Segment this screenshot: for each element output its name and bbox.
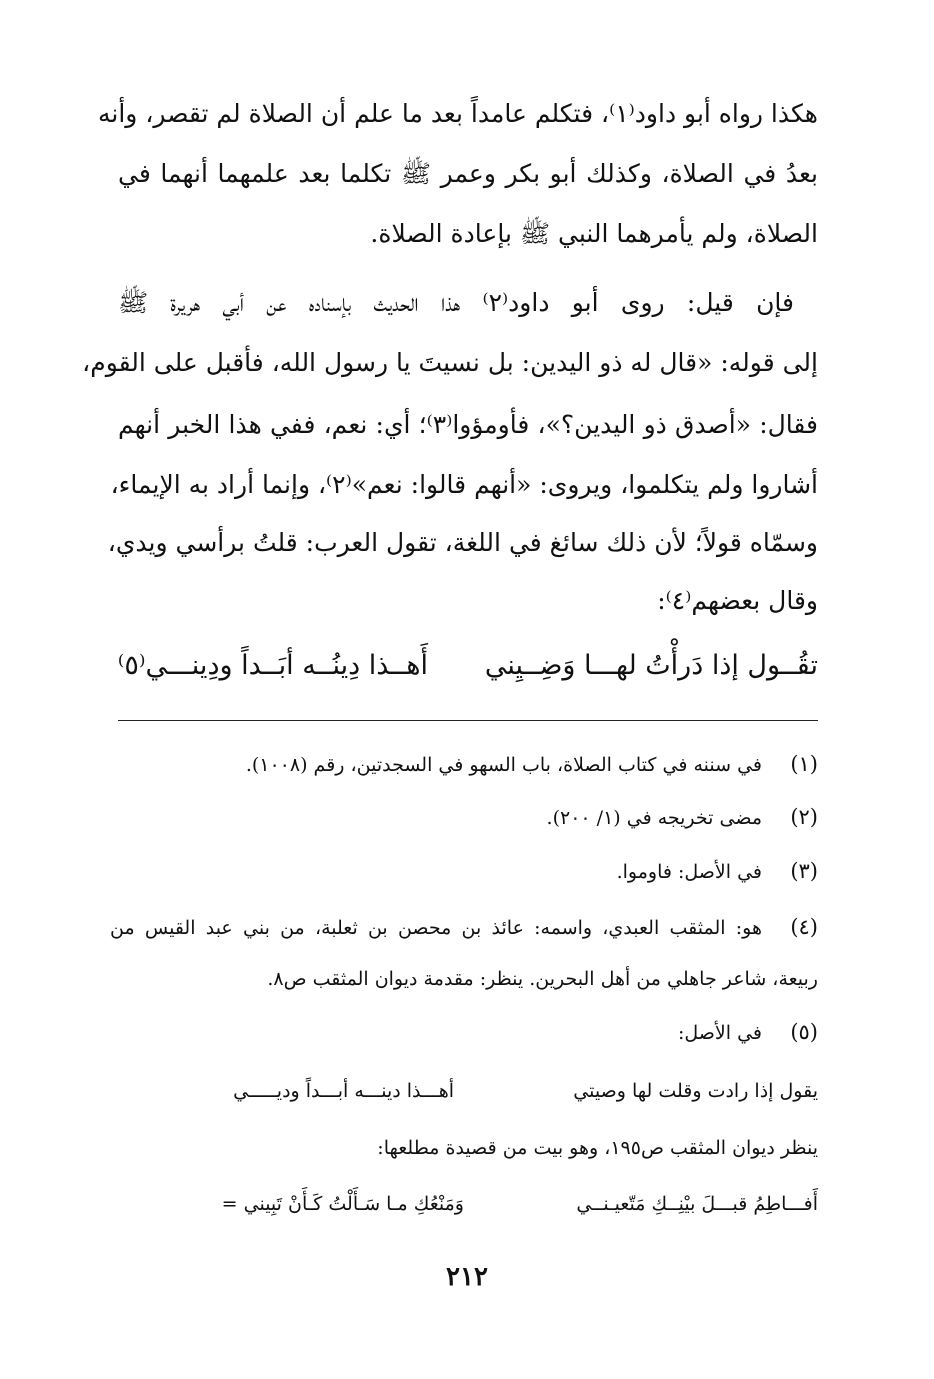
- footnote-number-1: (١): [790, 752, 818, 776]
- footnote5-verse2-hemistich2: وَمَنْعُكِ مـا سَـأَلْتُ كَـأَنْ تَبِيني =: [221, 1193, 464, 1215]
- footnote-text-4-continued: ربيعة، شاعر جاهلي من أهل البحرين. ينظر: مقدمة ديوان المثقب ص٨.: [267, 968, 818, 990]
- body-line-7: أشاروا ولم يتكلموا، ويروى: «أنهم قالوا: نعم»⁽٢⁾، وإنما أراد به الإيماء،: [110, 470, 818, 499]
- footnote-text-2: مضى تخريجه في (١/ ٢٠٠).: [546, 807, 762, 829]
- body-line-1: هكذا رواه أبو داود⁽١⁾، فتكلم عامداً بعد ما علم أن الصلاة لم تقصر، وأنه: [98, 99, 818, 128]
- footnote5-verse1-hemistich1: يقول إذا رادت وقلت لها وصيتي: [573, 1080, 818, 1102]
- footnote-number-5: (٥): [790, 1020, 818, 1044]
- page-number: ٢١٢: [446, 1262, 488, 1292]
- body-line-3: الصلاة، ولم يأمرهما النبي ﷺ بإعادة الصلاة.: [370, 219, 818, 248]
- footnote-text-5: في الأصل:: [678, 1022, 762, 1044]
- body-line-2: بعدُ في الصلاة، وكذلك أبو بكر وعمر ﷺ تكلما بعد علمهما أنهما في: [118, 159, 818, 188]
- footnote-text-4: هو: المثقب العبدي، واسمه: عائذ بن محصن بن ثعلبة، من بني عبد القيس من: [110, 917, 762, 939]
- footnote-divider: [118, 720, 818, 721]
- verse-hemistich-2: أَهــذا دِينُــه أبَــداً ودِينـــي⁽٥⁾: [117, 650, 428, 681]
- verse-hemistich-1: تقُــول إذا دَرأْتُ لهـــا وَضِــيِني: [484, 650, 818, 681]
- footnote-text-3: في الأصل: فاوموا.: [616, 861, 762, 883]
- body-line-4: فإن قيل: روى أبو داود⁽٢⁾ هذا الحديث بإسناده عن أبي هريرة ﷺ: [118, 288, 795, 317]
- footnote-text-1: في سننه في كتاب الصلاة، باب السهو في السجدتين، رقم (١٠٠٨).: [245, 754, 762, 776]
- footnote-number-2: (٢): [790, 805, 818, 829]
- body-line-9: وقال بعضهم⁽٤⁾:: [657, 586, 818, 615]
- footnote5-verse1-hemistich2: أهـــذا دينـــه أبـــداً وديـــــي: [233, 1080, 454, 1102]
- footnote5-verse2-hemistich1: أَفـــاطِمُ قبـــلَ بيْنِــكِ مَتّعيـنــي: [576, 1193, 818, 1215]
- body-line-8: وسمّاه قولاً؛ لأن ذلك سائغ في اللغة، تقول العرب: قلتُ برأسي ويدي،: [107, 528, 818, 557]
- footnote-number-3: (٣): [790, 859, 818, 883]
- body-line-5: إلى قوله: «قال له ذو اليدين: بل نسيتَ يا رسول الله، فأقبل على القوم،: [82, 348, 818, 377]
- footnote5-note: ينظر ديوان المثقب ص١٩٥، وهو بيت من قصيدة مطلعها:: [377, 1137, 818, 1159]
- footnote-number-4: (٤): [790, 915, 818, 939]
- body-line-6: فقال: «أصدق ذو اليدين؟»، فأومؤوا⁽٣⁾؛ أي: نعم، ففي هذا الخبر أنهم: [118, 410, 818, 439]
